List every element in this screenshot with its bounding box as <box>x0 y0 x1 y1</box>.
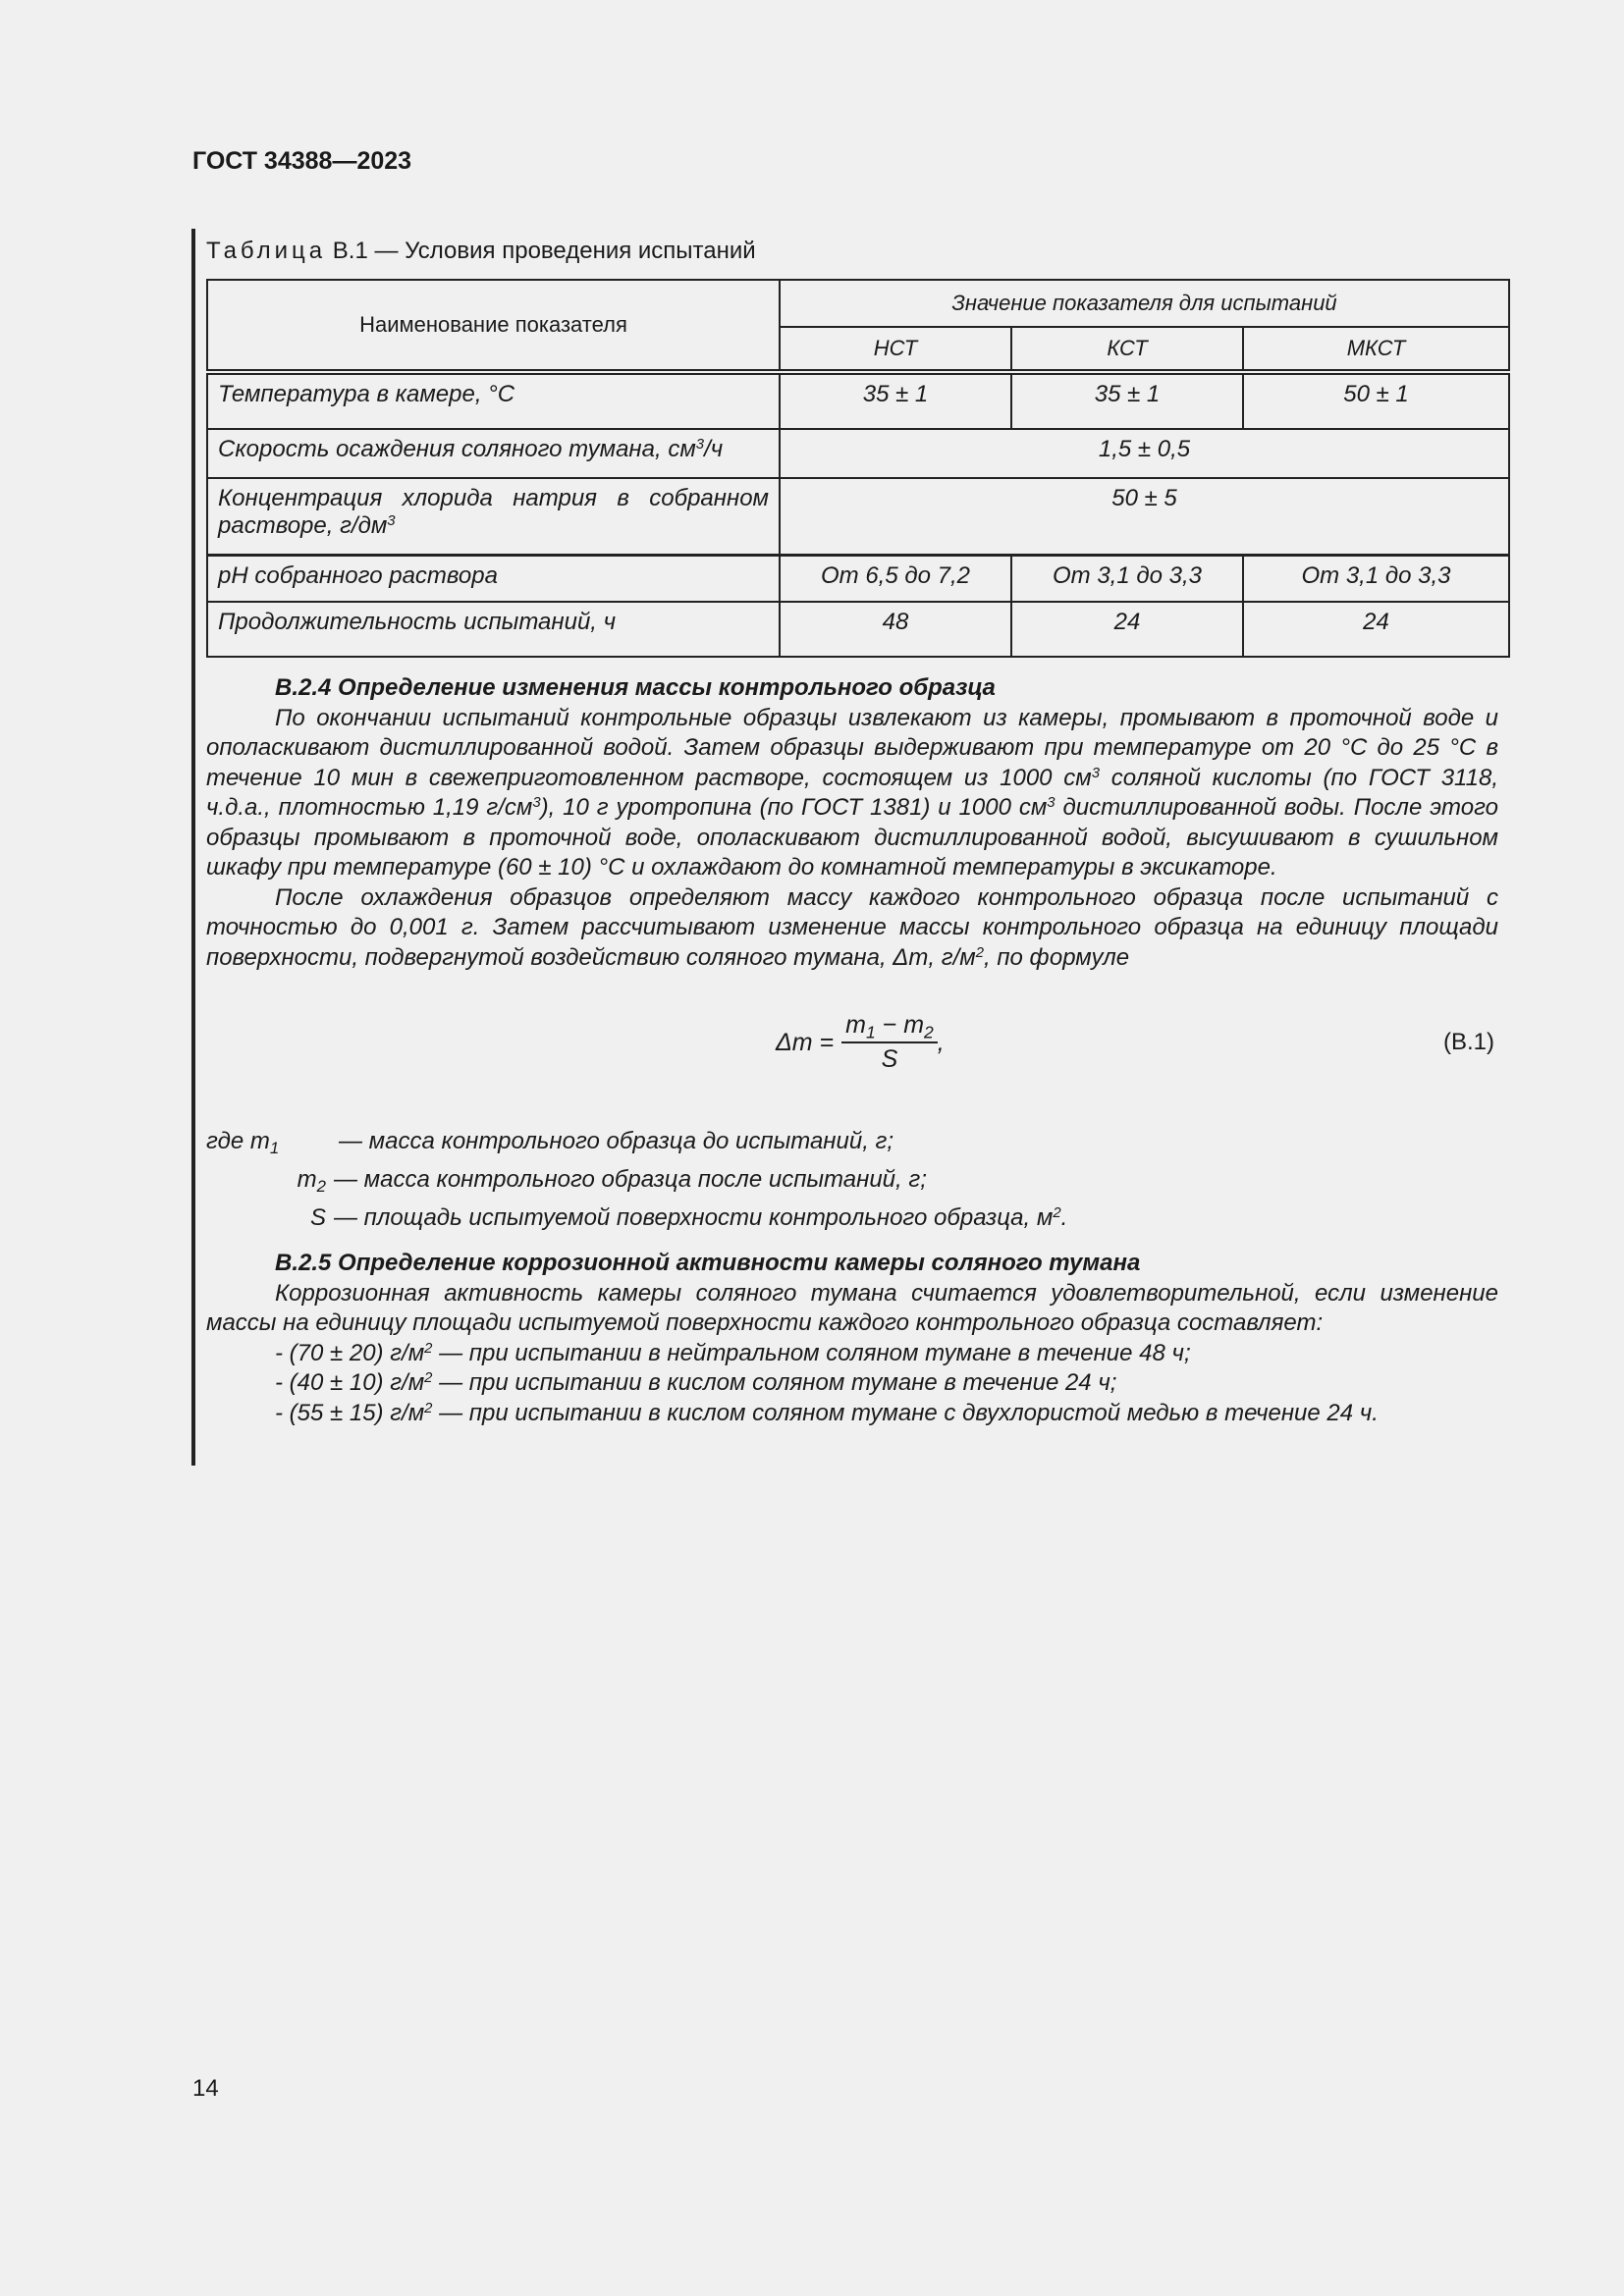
cell-value: 24 <box>1011 602 1243 657</box>
formula-b1: Δm = $\frac{m_1 - m_2}{S}$ , <box>776 1011 945 1073</box>
list-item: - (70 ± 20) $г/м^2$ — при испытании в нейтральном соляном тумане в течение 48 ч; <box>275 1339 1191 1366</box>
cell-value: 35 ± 1 <box>780 372 1011 429</box>
table-caption <box>206 238 756 265</box>
col-header-name: Наименование показателя <box>207 280 780 372</box>
col-header-nst: НСТ <box>780 327 1011 372</box>
section-heading: В.2.5 Определение коррозионной активности камеры соляного тумана <box>275 1250 1141 1276</box>
list-item: - (55 ± 15) $г/м^2$ — при испытании в кислом соляном тумане с двухлористой медью в течение 24 ч. <box>275 1399 1379 1426</box>
formula-number: (В.1) <box>1443 1029 1495 1055</box>
cell-value: От 3,1 до 3,3 <box>1011 555 1243 602</box>
cell-value: 24 <box>1243 602 1509 657</box>
table-row <box>207 478 1509 555</box>
section-b24 <box>206 673 1498 973</box>
row-name: Скорость осаждения соляного тумана, $см^3/ч$ <box>207 429 780 478</box>
section-b25 <box>206 1249 1498 1428</box>
formula-legend <box>206 1122 1067 1237</box>
change-bar <box>191 229 195 1466</box>
legend-item: где $m_1$ — масса контрольного образца до испытаний, г; <box>206 1128 894 1158</box>
cell-value: От 3,1 до 3,3 <box>1243 555 1509 602</box>
table-row <box>207 429 1509 478</box>
paragraph: Коррозионная активность камеры соляного тумана считается удовлетворительной, если изменение массы на единицу площади испытуемой поверхности каждого контрольного образца составляет: <box>206 1279 1498 1336</box>
row-name: Концентрация хлорида натрия в собранном растворе, $г/дм^3$ <box>207 478 780 555</box>
paragraph: По окончании испытаний контрольные образцы извлекают из камеры, промывают в проточной воде и ополаскивают дистиллированной водой. Затем образцы выдерживают при температуре от 20 °С до 25 °С в течение 10 мин в свежеприготовленном растворе, состоящем из 1000 $см^3$ соляной кислоты (по ГОСТ 3118, ч.д.а., плотностью 1,19 $г/см^3$), 10 г уротропина (по ГОСТ 1381) и 1000 $см^3$ дистиллированной воды. После этого образцы промывают в проточной воде, ополаскивают дистиллированной водой, высушивают в сушильном шкафу при температуре (60 ± 10) °С и охлаждают до комнатной температуры в эксикаторе. <box>206 704 1498 881</box>
cell-value: 35 ± 1 <box>1011 372 1243 429</box>
document-header: ГОСТ 34388—2023 <box>192 147 412 175</box>
cell-value: От 6,5 до 7,2 <box>780 555 1011 602</box>
col-header-group: Значение показателя для испытаний <box>780 280 1509 327</box>
table-row <box>207 555 1509 602</box>
cell-value-merged: 50 ± 5 <box>780 478 1509 555</box>
cell-value-merged: 1,5 ± 0,5 <box>780 429 1509 478</box>
page-number: 14 <box>192 2075 219 2102</box>
test-conditions-table <box>206 279 1510 658</box>
row-name: Продолжительность испытаний, ч <box>207 602 780 657</box>
row-name: pH собранного раствора <box>207 555 780 602</box>
table-row <box>207 602 1509 657</box>
col-header-mkst: МКСТ <box>1243 327 1509 372</box>
cell-value: 50 ± 1 <box>1243 372 1509 429</box>
formula-numerator: $m_1 - m_2$ <box>841 1011 938 1043</box>
col-header-kst: КСТ <box>1011 327 1243 372</box>
table-row <box>207 372 1509 429</box>
legend-item: $m_2$ — масса контрольного образца после испытаний, г; <box>297 1166 927 1197</box>
cell-value: 48 <box>780 602 1011 657</box>
legend-item: S — площадь испытуемой поверхности контрольного образца, $м^2$. <box>309 1204 1068 1231</box>
section-heading: В.2.4 Определение изменения массы контрольного образца <box>275 674 996 701</box>
row-name: Температура в камере, °С <box>207 372 780 429</box>
table-caption-prefix: Таблица <box>206 238 327 264</box>
formula-denominator: S <box>881 1045 898 1073</box>
paragraph: После охлаждения образцов определяют массу каждого контрольного образца после испытаний с точностью до 0,001 г. Затем рассчитывают изменение массы контрольного образца на единицу площади поверхности, подвергнутой воздействию соляного тумана, Δm, $г/м^2$, по формуле <box>206 883 1498 971</box>
list-item: - (40 ± 10) $г/м^2$ — при испытании в кислом соляном тумане в течение 24 ч; <box>275 1369 1117 1396</box>
table-caption-text: В.1 — Условия проведения испытаний <box>332 238 756 264</box>
formula-fraction <box>841 1011 938 1074</box>
formula-lhs: Δm = <box>776 1028 835 1056</box>
